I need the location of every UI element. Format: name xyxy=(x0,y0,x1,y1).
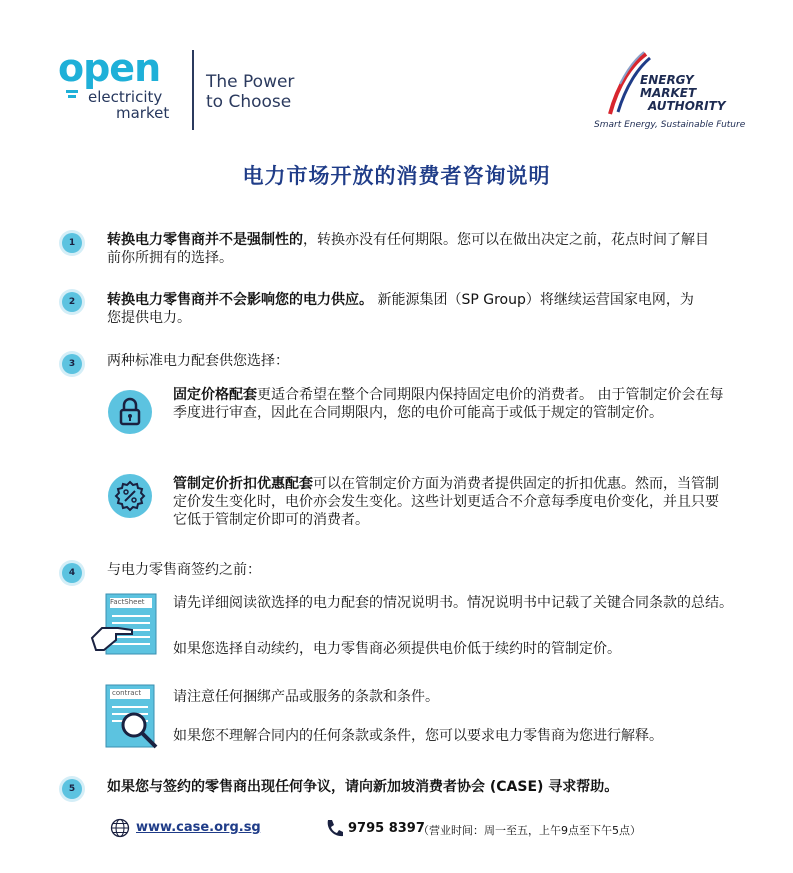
package-fixed-price-title: 固定价格配套 xyxy=(173,387,257,403)
contract-magnifier-icon xyxy=(104,683,164,753)
contract-text-1: 请注意任何捆绑产品或服务的条款和条件。 xyxy=(173,689,439,705)
contract-label: contract xyxy=(112,689,142,697)
item-1-rest: ，转换亦没有任何期限。您可以在做出决定之前，花点时间了解目前你所拥有的选择。 xyxy=(107,232,709,266)
factsheet-label: FactSheet xyxy=(110,598,145,606)
tagline xyxy=(206,72,326,112)
item-5-bold: 如果您与签约的零售商出现任何争议，请向新加坡消费者协会 (CASE) 寻求帮助。 xyxy=(107,779,619,795)
logo-market-word: market xyxy=(116,104,170,122)
contract-text-2: 如果您不理解合同内的任何条款或条件，您可以要求电力零售商为您进行解释。 xyxy=(173,728,663,744)
tagline-line2: to Choose xyxy=(206,92,292,112)
website-link[interactable]: www.case.org.sg xyxy=(136,820,261,835)
phone-number[interactable]: 9795 8397 xyxy=(348,821,425,836)
factsheet-icon xyxy=(90,592,160,658)
discount-percent-icon xyxy=(108,474,152,518)
globe-icon xyxy=(110,818,130,838)
factsheet-text-2: 如果您选择自动续约，电力零售商必须提供电价低于续约时的管制定价。 xyxy=(173,641,621,657)
item-4-text: 与电力零售商签约之前： xyxy=(107,562,261,578)
ema-line2: MARKET xyxy=(640,86,697,100)
factsheet-text-1: 请先详细阅读欲选择的电力配套的情况说明书。情况说明书中记载了关键合同条款的总结。 xyxy=(173,595,733,611)
ema-tagline: Smart Energy, Sustainable Future xyxy=(594,120,746,130)
logo-electricity-word: electricity xyxy=(88,88,163,106)
item-2-rest: 新能源集团（SP Group）将继续运营国家电网，为您提供电力。 xyxy=(107,292,694,326)
package-discount-text xyxy=(173,475,728,529)
item-1-bold: 转换电力零售商并不是强制性的 xyxy=(107,232,303,248)
phone-icon xyxy=(324,818,344,838)
package-fixed-price-desc: 更适合希望在整个合同期限内保持固定电价的消费者。 由于管制定价会在每季度进行审查，因此在合同期限内，您的电价可能高于或低于规定的管制定价。 xyxy=(173,387,724,421)
item-number-3: 3 xyxy=(62,354,82,374)
tagline-line1: The Power xyxy=(206,72,295,92)
ema-line1: ENERGY xyxy=(640,73,694,87)
item-number-5: 5 xyxy=(62,779,82,799)
package-fixed-price-text xyxy=(173,386,728,422)
business-hours: （营业时间：周一至五，上午9点至下午5点） xyxy=(418,824,641,837)
item-2-text xyxy=(107,291,707,327)
padlock-icon xyxy=(108,390,152,434)
item-number-4: 4 xyxy=(62,563,82,583)
item-3-text: 两种标准电力配套供您选择： xyxy=(107,353,289,369)
ema-line3: AUTHORITY xyxy=(648,99,726,113)
item-number-1: 1 xyxy=(62,233,82,253)
item-1-text xyxy=(107,231,722,267)
package-discount-title: 管制定价折扣优惠配套 xyxy=(173,476,313,492)
lightbulb-icon xyxy=(62,88,86,104)
open-electricity-market-logo xyxy=(58,46,180,124)
ema-logo xyxy=(594,46,744,136)
package-discount-desc: 可以在管制定价方面为消费者提供固定的折扣优惠。然而，当管制定价发生变化时，电价亦会发生变化。这些计划更适合不介意每季度电价变化，并且只要它低于管制定价即可的消费者。 xyxy=(173,476,719,528)
logo-open-word: open xyxy=(58,46,161,90)
item-5-text xyxy=(107,778,727,796)
header-divider xyxy=(192,50,194,130)
item-2-bold: 转换电力零售商并不会影响您的电力供应。 xyxy=(107,292,373,308)
page-title: 电力市场开放的消费者咨询说明 xyxy=(242,163,551,188)
item-number-2: 2 xyxy=(62,292,82,312)
